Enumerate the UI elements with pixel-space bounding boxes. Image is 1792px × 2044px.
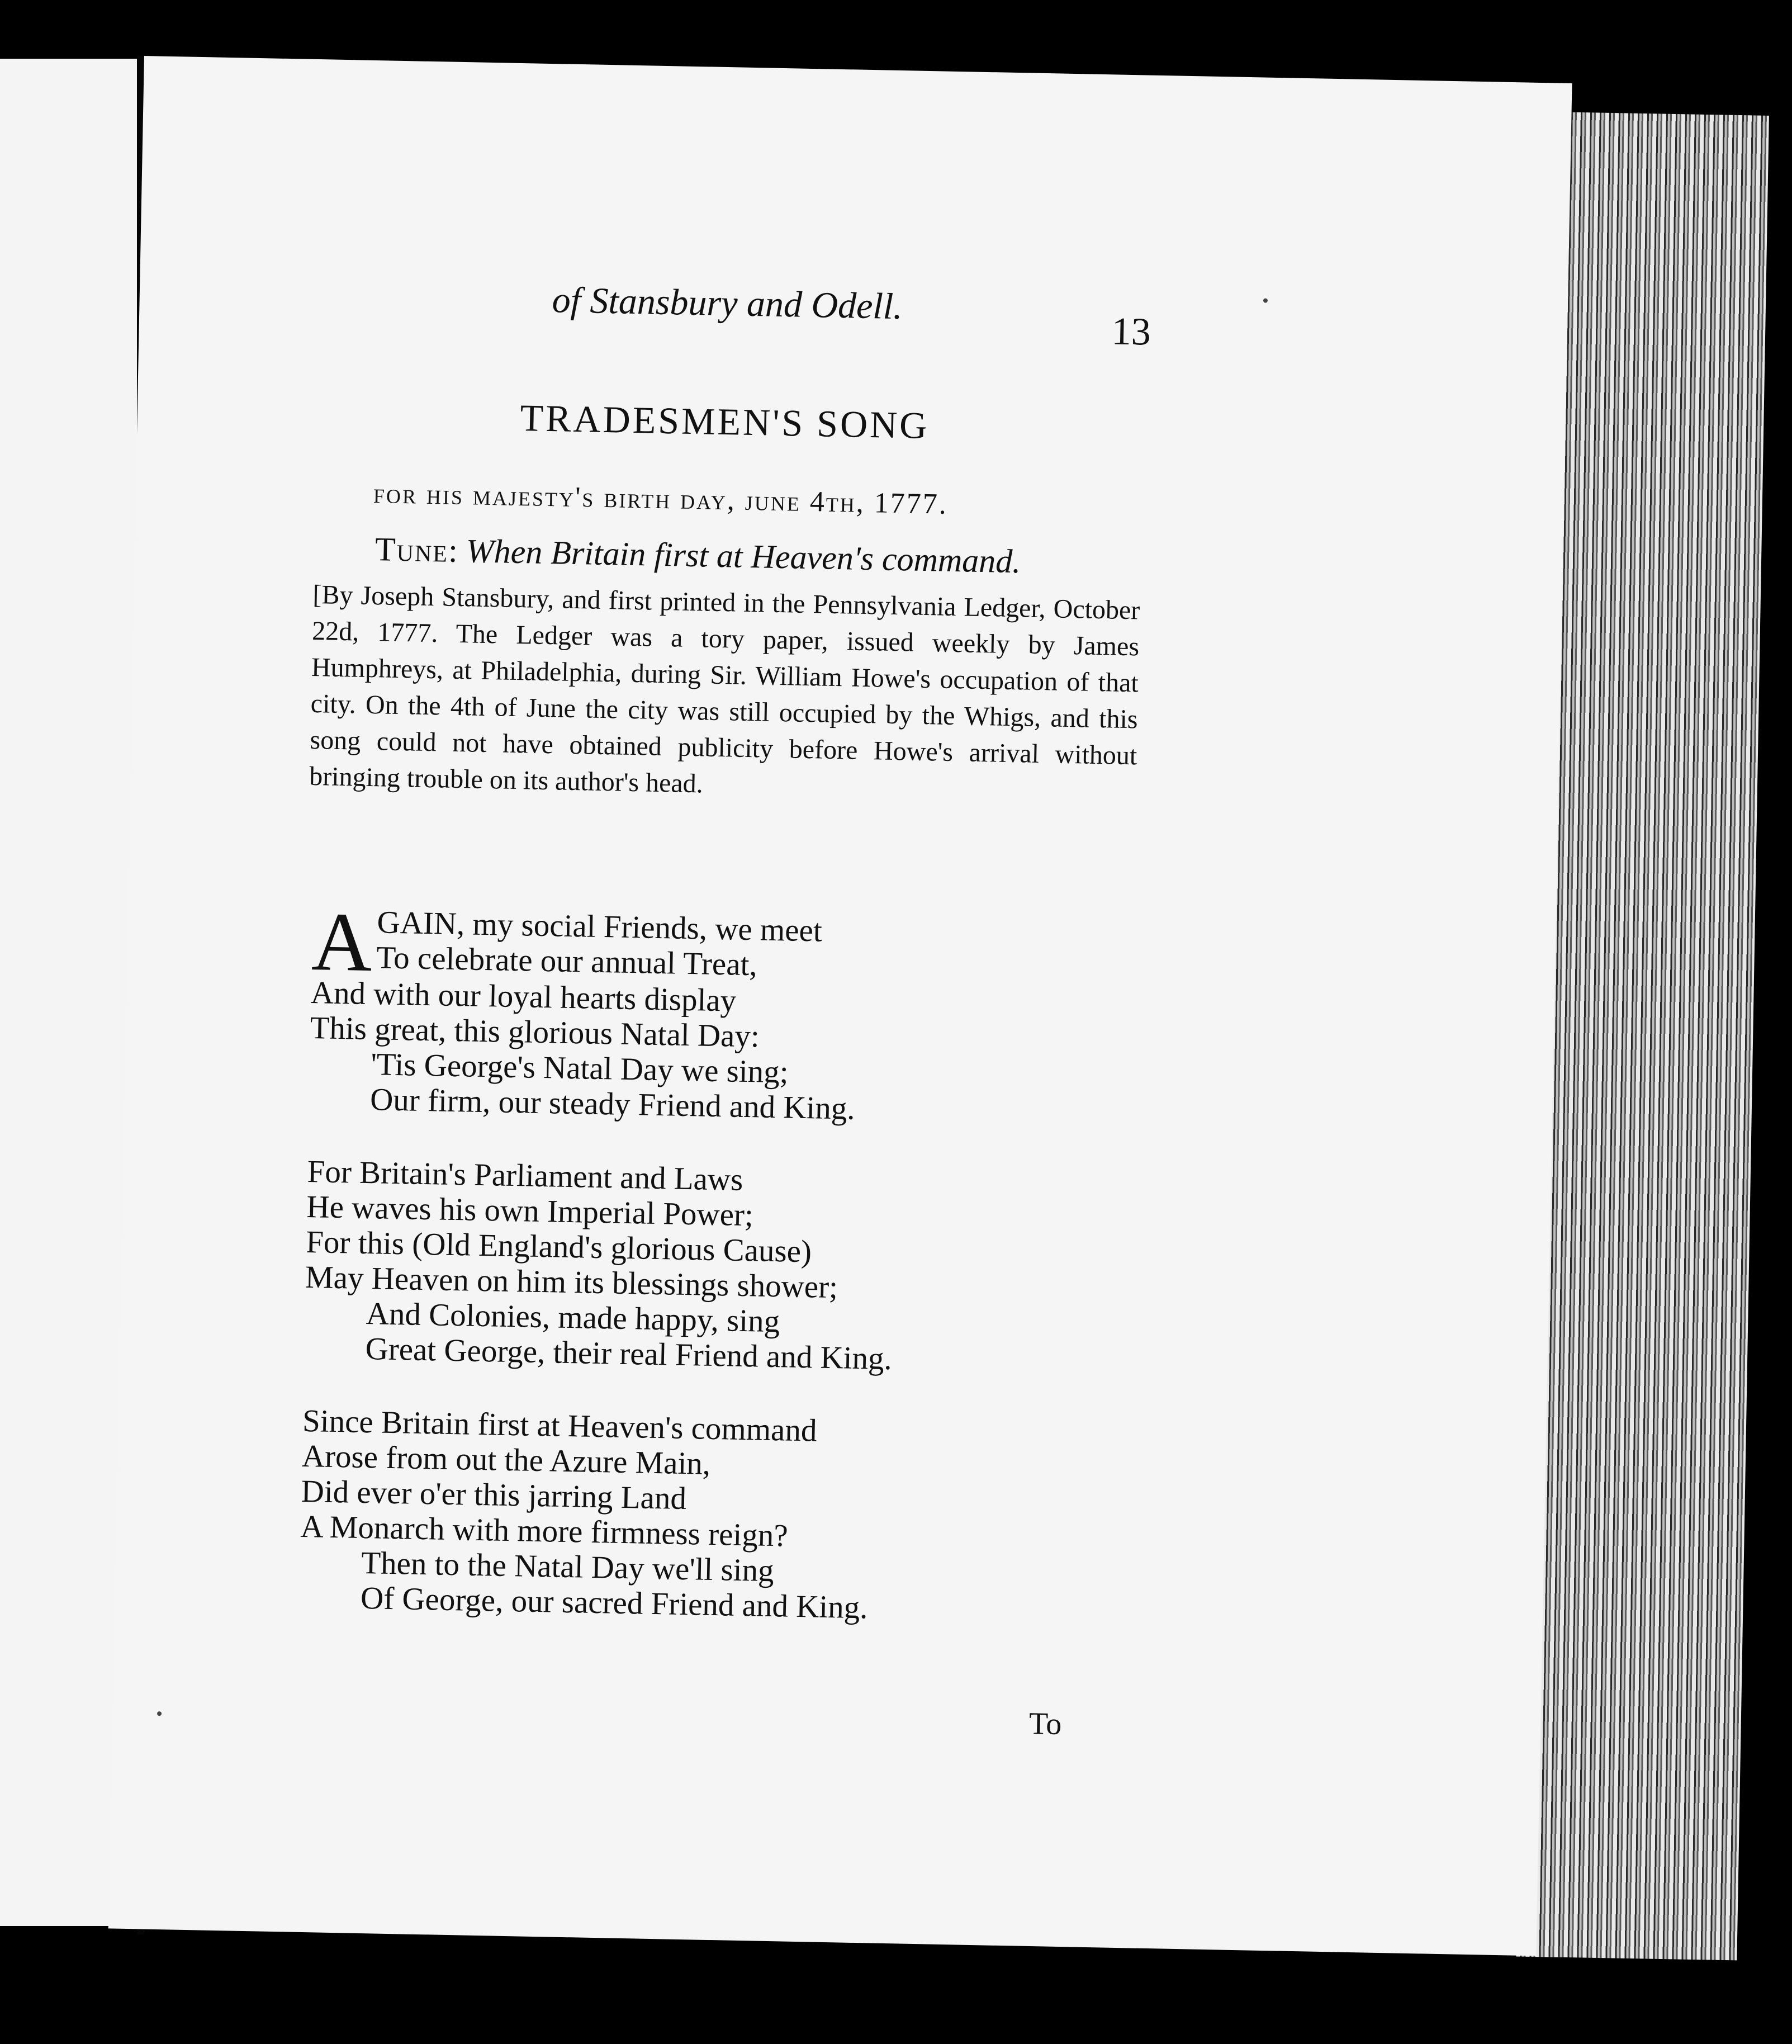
tune-separator: : bbox=[448, 532, 467, 570]
drop-cap: A bbox=[311, 895, 373, 990]
poem-line: For Britain's Parliament and Laws bbox=[307, 1153, 743, 1198]
page-number: 13 bbox=[1111, 310, 1151, 354]
ink-speck bbox=[157, 1711, 162, 1716]
catchword: To bbox=[1028, 1706, 1062, 1742]
poem-line: Of George, our sacred Friend and King. bbox=[360, 1580, 869, 1626]
stanza-3 bbox=[299, 1403, 891, 1626]
poem-line: And Colonies, made happy, sing bbox=[366, 1296, 780, 1340]
poem-line: Great George, their real Friend and King. bbox=[365, 1331, 893, 1377]
stanza-1 bbox=[309, 895, 900, 1127]
poem-line: A Monarch with more firmness reign? bbox=[300, 1508, 789, 1554]
running-head: of Stansbury and Odell. bbox=[552, 280, 903, 328]
poem-line: Arose from out the Azure Main, bbox=[301, 1438, 711, 1482]
poem-line: Did ever o'er this jarring Land bbox=[301, 1473, 687, 1517]
poem-line: 'Tis George's Natal Day we sing; bbox=[370, 1047, 789, 1090]
song-subtitle: for his majesty's birth day, june 4th, 1777. bbox=[373, 477, 949, 521]
stanza-2 bbox=[304, 1154, 895, 1376]
tune-line bbox=[374, 530, 1021, 581]
poem-line: Our firm, our steady Friend and King. bbox=[369, 1082, 856, 1127]
page-text bbox=[108, 56, 1572, 1956]
poem-line: GAIN, my social Friends, we meet bbox=[377, 905, 823, 949]
poem-line: He waves his own Imperial Power; bbox=[306, 1189, 754, 1233]
poem-line: Since Britain first at Heaven's command bbox=[302, 1403, 818, 1449]
poem-line: This great, this glorious Natal Day: bbox=[310, 1010, 760, 1054]
poem-line: To celebrate our annual Treat, bbox=[376, 940, 758, 983]
editorial-note: [By Joseph Stansbury, and first printed in the Pennsylvania Ledger, October 22d, 1777. The Ledger was a tory paper, issued weekly by James Humphreys, at Philadelphia, during Sir. William Howe's occupation of that city. On the 4th of June the city was still occupied by the Whigs, and this song could not have obtained publicity before Howe's arrival without bringing trouble on its author's head. bbox=[309, 579, 1140, 799]
poem-line: Then to the Natal Day we'll sing bbox=[361, 1545, 775, 1589]
tune-label: Tune bbox=[374, 531, 449, 569]
book-page bbox=[108, 56, 1572, 1956]
poem bbox=[298, 895, 900, 1664]
tune-name: When Britain first at Heaven's command. bbox=[466, 532, 1021, 580]
song-title: TRADESMEN'S SONG bbox=[519, 396, 930, 447]
poem-line: For this (Old England's glorious Cause) bbox=[305, 1224, 812, 1270]
poem-line: May Heaven on him its blessings shower; bbox=[305, 1259, 838, 1305]
poem-line: And with our loyal hearts display bbox=[310, 975, 737, 1019]
ink-speck bbox=[1263, 299, 1268, 303]
